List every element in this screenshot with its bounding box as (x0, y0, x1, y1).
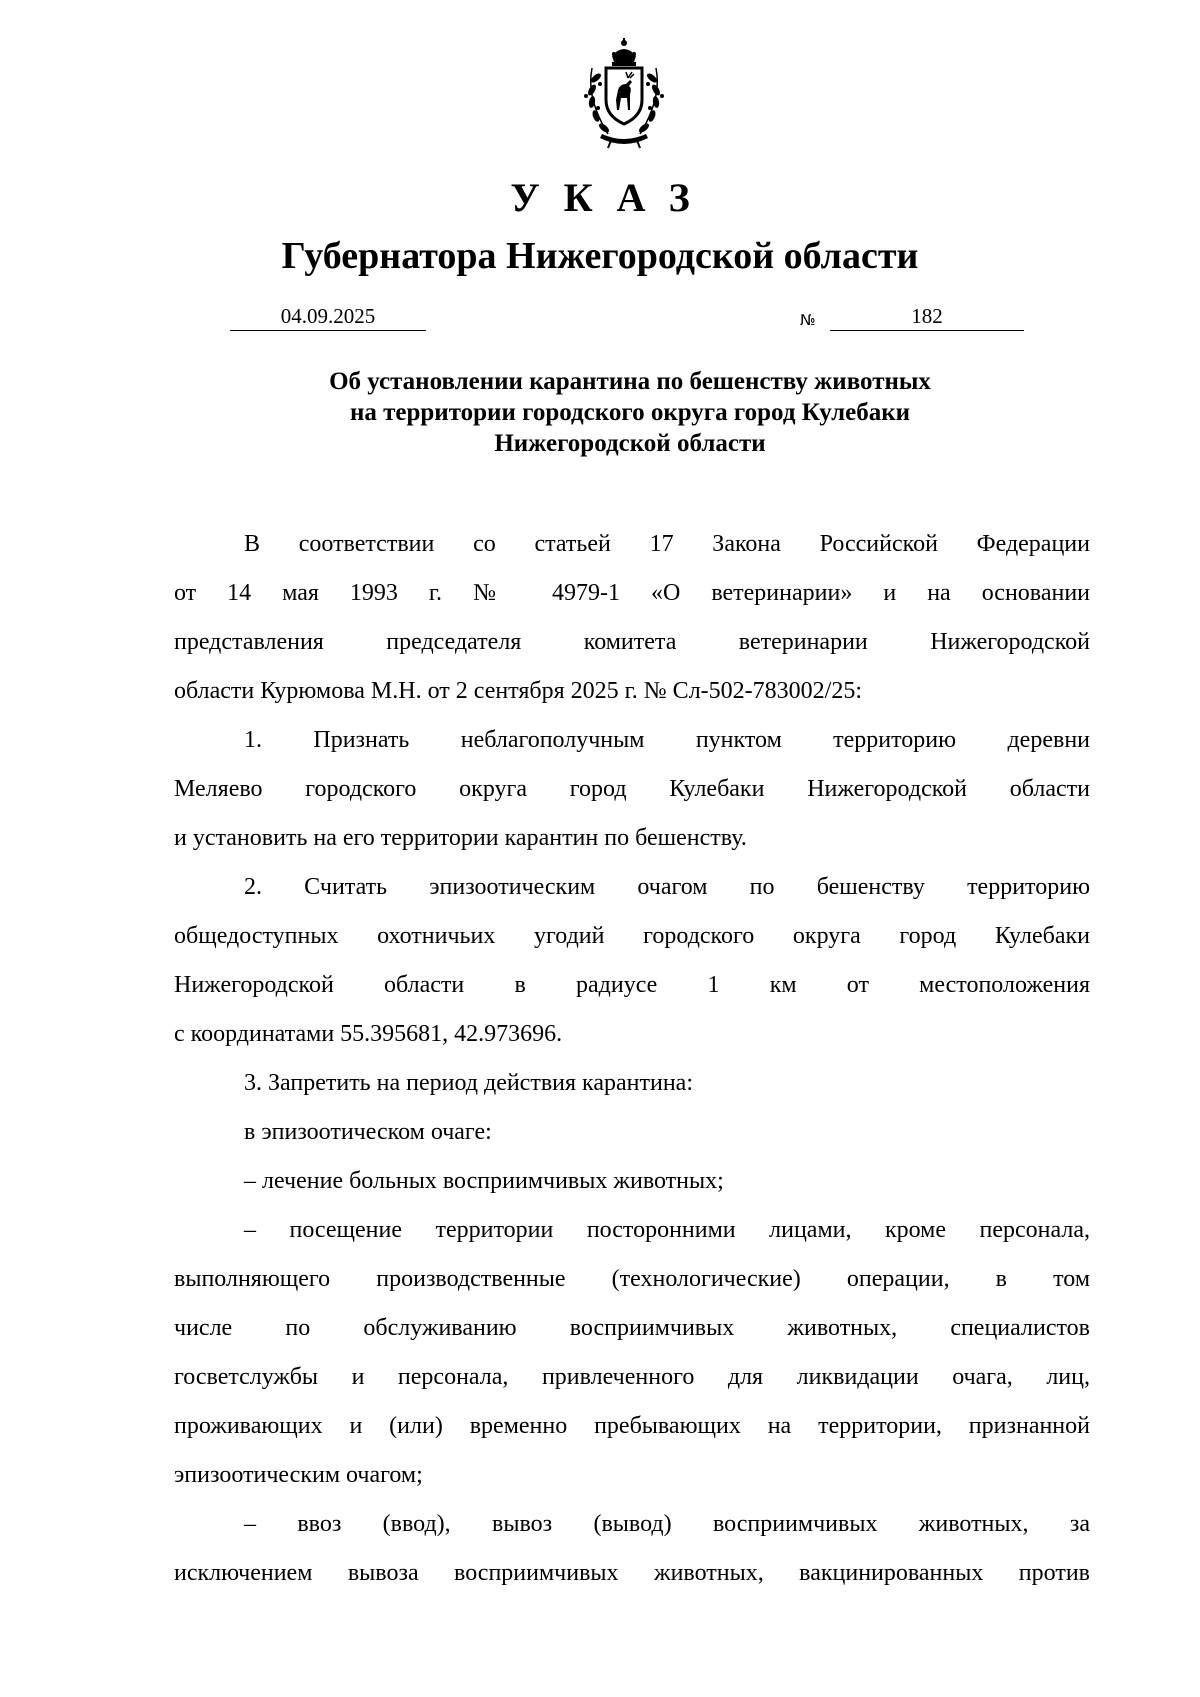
body-line: – ввоз (ввод), вывоз (вывод) восприимчивых животных, за (244, 1511, 1090, 1537)
body-line: исключением вывоза восприимчивых животных, вакцинированных против (174, 1560, 1090, 1586)
issuer-title: Губернатора Нижегородской области (281, 235, 919, 277)
body-line: эпизоотическим очагом; (174, 1462, 423, 1488)
body-line: Меляево городского округа город Кулебаки Нижегородской области (174, 776, 1090, 802)
body-line: с координатами 55.395681, 42.973696. (174, 1021, 563, 1047)
body-line: госветслужбы и персонала, привлеченного для ликвидации очага, лиц, (174, 1364, 1090, 1390)
document-type-title: УКАЗ (510, 175, 714, 220)
body-line: 2. Считать эпизоотическим очагом по бешенству территорию (244, 874, 1090, 900)
body-line: представления председателя комитета ветеринарии Нижегородской (174, 629, 1090, 655)
body-line: общедоступных охотничьих угодий городского округа город Кулебаки (174, 923, 1090, 949)
body-line: области Курюмова М.Н. от 2 сентября 2025 г. № Сл-502-783002/25: (174, 678, 862, 704)
decree-date: 04.09.2025 (230, 302, 426, 331)
body-line: выполняющего производственные (технологические) операции, в том (174, 1266, 1090, 1292)
number-label: № (800, 311, 816, 329)
body-line: в эпизоотическом очаге: (244, 1119, 492, 1145)
coat-of-arms-icon (572, 38, 676, 150)
body-line: – лечение больных восприимчивых животных; (244, 1168, 724, 1194)
body-line: от 14 мая 1993 г. № 4979-1 «О ветеринарии» и на основании (174, 580, 1090, 606)
decree-number: 182 (830, 302, 1024, 331)
body-line: – посещение территории посторонними лицами, кроме персонала, (244, 1217, 1090, 1243)
subject-line: Об установлении карантина по бешенству животных (329, 368, 931, 395)
body-line: проживающих и (или) временно пребывающих на территории, признанной (174, 1413, 1090, 1439)
body-line: и установить на его территории карантин по бешенству. (174, 825, 747, 851)
decree-body (174, 520, 1090, 1598)
decree-subject (0, 366, 1200, 459)
body-line: В соответствии со статьей 17 Закона Российской Федерации (244, 531, 1090, 557)
body-line: Нижегородской области в радиусе 1 км от местоположения (174, 972, 1090, 998)
subject-line: Нижегородской области (494, 430, 766, 457)
body-line: 3. Запретить на период действия карантина: (244, 1070, 693, 1096)
body-line: 1. Признать неблагополучным пунктом территорию деревни (244, 727, 1090, 753)
body-line: числе по обслуживанию восприимчивых животных, специалистов (174, 1315, 1090, 1341)
subject-line: на территории городского округа город Кулебаки (349, 399, 911, 426)
